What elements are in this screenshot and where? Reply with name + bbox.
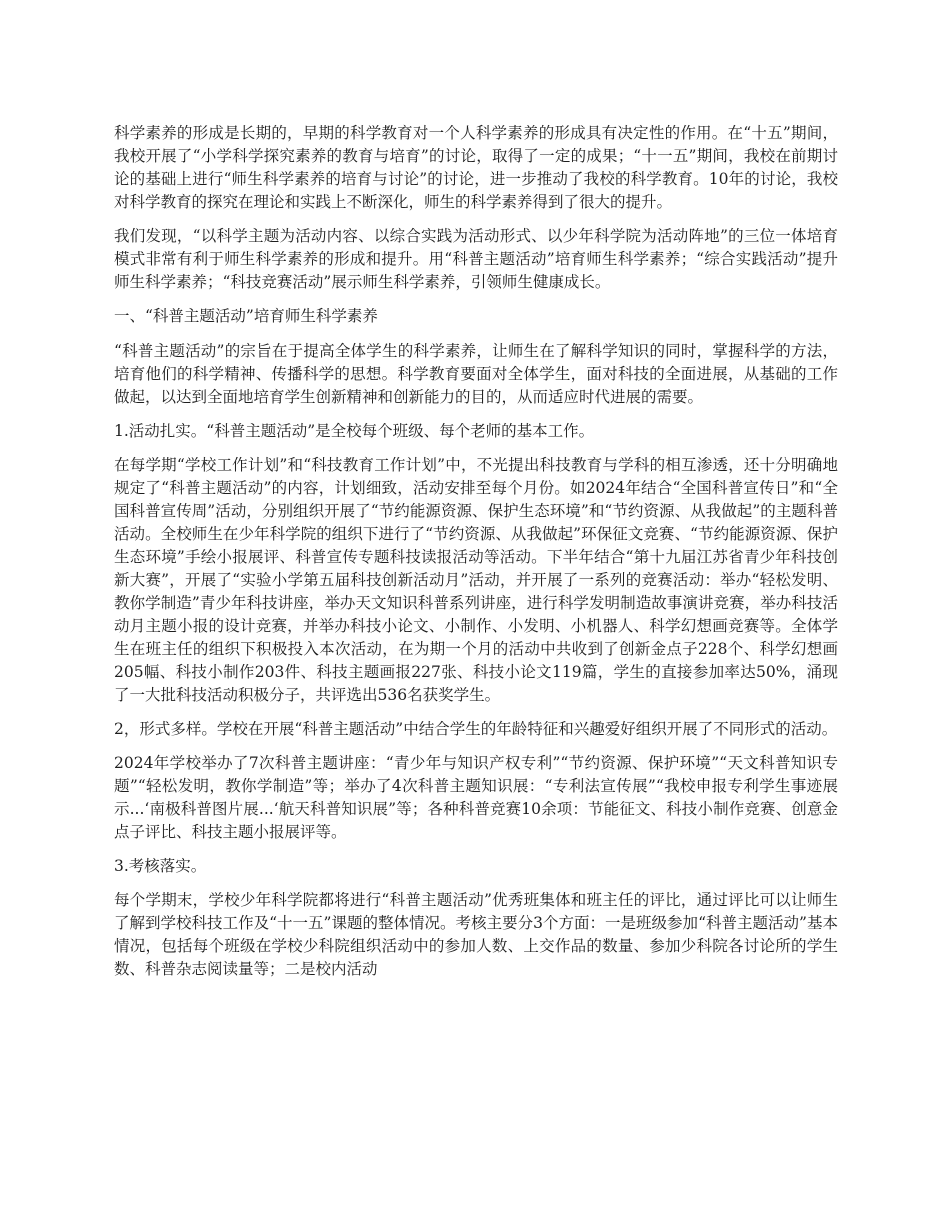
subheading-assessment: 3.考核落实。: [114, 857, 207, 875]
document-body: [114, 122, 838, 992]
paragraph-activity-details: 在每学期“学校工作计划”和“科技教育工作计划”中，不光提出科技教育与学科的相互渗透，还十分明确地规定了“科普主题活动”的内容，计划细致，活动安排至每个月份。如2024年结合“全国科普宣传日”和“全国科普宣传周”活动，分别组织开展了“节约能源资源、保护生态环境”和“节约资源、从我做起”的主题科普活动。全校师生在少年科学院的组织下进行了“节约资源、从我做起”环保征文竞赛、“节约能源资源、保护生态环境”手绘小报展评、科普宣传专题科技读报活动等活动。下半年结合“第十九届江苏省青少年科技创新大赛”，开展了“实验小学第五届科技创新活动月”活动，并开展了一系列的竞赛活动：举办“轻松发明、教你学制造”青少年科技讲座，举办天文知识科普系列讲座，进行科学发明制造故事演讲竞赛，举办科技活动月主题小报的设计竞赛，并举办科技小论文、小制作、小发明、小机器人、科学幻想画竞赛等。全体学生在班主任的组织下积极投入本次活动，在为期一个月的活动中共收到了创新金点子228个、科学幻想画205幅、科技小制作203件、科技主题画报227张、科技小论文119篇，学生的直接参加率达50%，涌现了一大批科技活动积极分子，共评选出536名获奖学生。: [114, 456, 838, 704]
subheading-activity-solid: 1.活动扎实。“科普主题活动”是全校每个班级、每个老师的基本工作。: [114, 422, 595, 440]
paragraph-purpose: “科普主题活动”的宗旨在于提高全体学生的科学素养，让师生在了解科学知识的同时，掌握科学的方法，培育他们的科学精神、传播科学的思想。科学教育要面对全体学生，面对科技的全面进展，从基础的工作做起，以达到全面地培育学生创新精神和创新能力的目的，从而适应时代进展的需要。: [114, 342, 838, 406]
paragraph-training-model: 我们发现，“以科学主题为活动内容、以综合实践为活动形式、以少年科学院为活动阵地”的三位一体培育模式非常有利于师生科学素养的形成和提升。用“科普主题活动”培育师生科学素养；“综合实践活动”提升师生科学素养；“科技竞赛活动”展示师生科学素养，引领师生健康成长。: [114, 227, 838, 291]
section-heading-1: 一、“科普主题活动”培育师生科学素养: [114, 307, 378, 325]
paragraph-intro: 科学素养的形成是长期的，早期的科学教育对一个人科学素养的形成具有决定性的作用。在“十五”期间，我校开展了“小学科学探究素养的教育与培育”的讨论，取得了一定的成果；“十一五”期间，我校在前期讨论的基础上进行“师生科学素养的培育与讨论”的讨论，进一步推动了我校的科学教育。10年的讨论，我校对科学教育的探究在理论和实践上不断深化，师生的科学素养得到了很大的提升。: [114, 124, 838, 211]
paragraph-lectures-exhibitions: 2024年学校举办了7次科普主题讲座：“青少年与知识产权专利”“节约资源、保护环境”“天文科普知识专题”“轻松发明，教你学制造”等；举办了4次科普主题知识展：“专利法宣传展”“我校申报专利学生事迹展示...‘南极科普图片展...‘航天科普知识展”等；各种科普竞赛10余项：节能征文、科技小制作竞赛、创意金点子评比、科技主题小报展评等。: [114, 754, 838, 841]
paragraph-assessment-details: 每个学期末，学校少年科学院都将进行“科普主题活动”优秀班集体和班主任的评比，通过评比可以让师生了解到学校科技工作及“十一五”课题的整体情况。考核主要分3个方面：一是班级参加“科普主题活动”基本情况，包括每个班级在学校少科院组织活动中的参加人数、上交作品的数量、参加少科院各讨论所的学生数、科普杂志阅读量等；二是校内活动: [114, 891, 838, 978]
subheading-diverse-forms: 2，形式多样。学校在开展“科普主题活动”中结合学生的年龄特征和兴趣爱好组织开展了不同形式的活动。: [114, 720, 838, 738]
